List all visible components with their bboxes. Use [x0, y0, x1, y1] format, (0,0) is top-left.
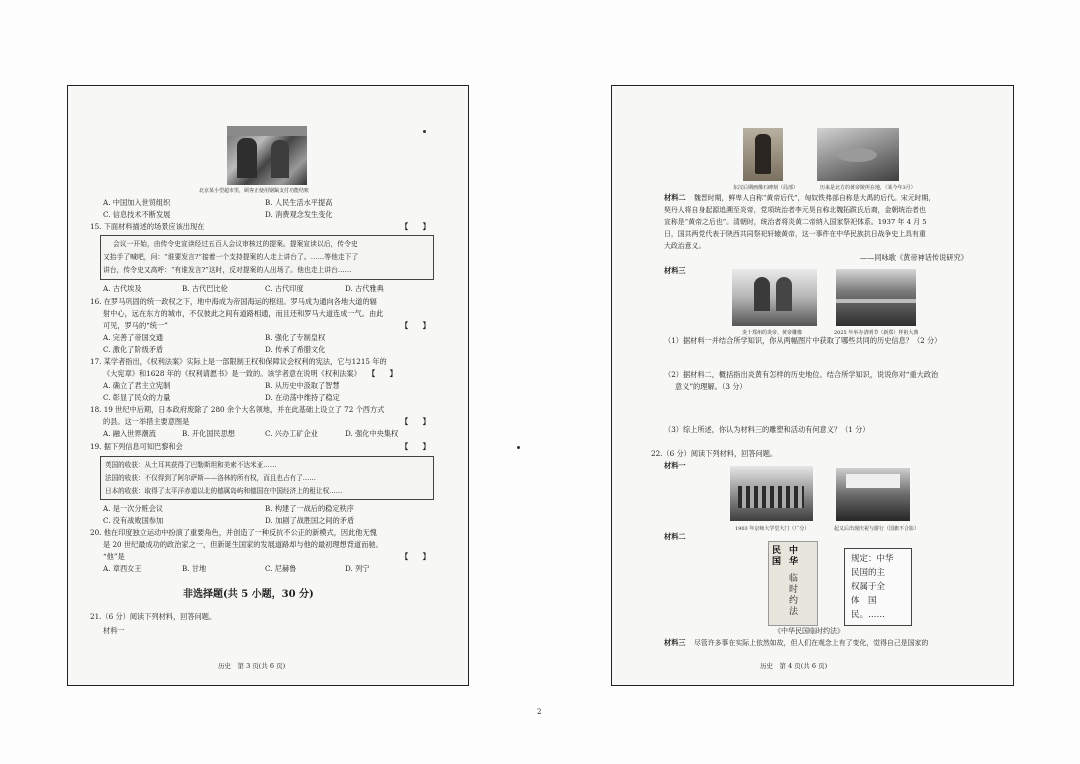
- left-page: [67, 85, 469, 686]
- q20-option-a: A. 章西女王: [103, 564, 142, 573]
- m2-source: ——同咏歌《黄帝神话传说研究》: [860, 253, 968, 262]
- excerpt-line-1: 规定：中华: [851, 554, 894, 564]
- q17-option-a: A. 确立了君主立宪制: [103, 381, 171, 390]
- q15-box-line-1: 会议一开始，由传令史宣读经过五百人会议审核过的提案。提案宣读以后，传令史: [113, 240, 358, 248]
- q19-option-a: A. 是一次分赃会议: [103, 504, 164, 513]
- caption-statues: 炎十郑州的炎帝、黄帝雕像: [742, 330, 803, 336]
- q20-option-d: D. 列宁: [345, 564, 370, 573]
- provisional-constitution-cover: [768, 541, 818, 626]
- q18-line-2: 的县。这一举措主要意图是: [103, 417, 190, 426]
- caption-parade: 起义后出现庆祝与游行（国旗不合影）: [834, 526, 920, 532]
- q16-option-b: B. 强化了专制皇权: [265, 333, 326, 342]
- q20-option-c: C. 尼赫鲁: [265, 564, 297, 573]
- q17-line-1: 17. 某学者指出，《权利法案》实际上是一部限制王权和保障议会权利的宪法，它与1215 年的: [90, 357, 387, 366]
- left-footer: 历史 第 3 页(共 6 页): [218, 662, 286, 670]
- q14-option-c: C. 信息技术不断发展: [103, 210, 171, 219]
- q17-option-b: B. 从历史中汲取了智慧: [265, 381, 340, 390]
- material-2-label: 材料二: [664, 193, 686, 202]
- supermarket-photo: [227, 126, 307, 185]
- q19-option-b: B. 构建了一战后的稳定秩序: [265, 504, 354, 513]
- q16-line-3: 可见，罗马的“统一”: [103, 321, 168, 330]
- right-footer: 历史 第 4 页(共 6 页): [760, 662, 828, 670]
- q19-box-line-2: 法国的收获：不仅得到了阿尔萨斯——洛林的所有权，而且也占有了……: [105, 474, 316, 482]
- m2-line-1: 魏晋时期，鲜卑人自称“黄帝后代”，匈奴铁弗部自称是大禹的后代。宋元时期，: [694, 194, 936, 202]
- q20-line-3: “他”是: [103, 552, 125, 561]
- q15-box-line-3: 讲台，传令史又高呼：“有谁发言?”这时，反对提案的人出场了。他也走上讲台……: [103, 266, 352, 274]
- stone-relief-photo: [743, 128, 783, 181]
- cover-text-2: 中华: [789, 546, 799, 567]
- q18-option-c: C. 兴办工矿企业: [265, 429, 318, 438]
- q16-option-d: D. 传承了希腊文化: [265, 345, 326, 354]
- q16-line-2: 射中心，远在东方的城市，不仅彼此之间有道路相通，而且还和罗马大道连成一气。由此: [103, 309, 384, 318]
- celebration-parade-photo: [836, 468, 910, 521]
- q19-stem: 19. 据下列信息可知巴黎和会: [90, 442, 183, 451]
- page-number: 2: [537, 708, 542, 716]
- q14-option-d: D. 消费观念发生变化: [265, 210, 333, 219]
- q22-material-2-label: 材料二: [664, 532, 686, 541]
- material-3-label: 材料三: [664, 266, 686, 275]
- caption-stone-relief: 东汉后期画像石碑刻（局部）: [733, 185, 799, 191]
- material-3b-text: 尽管许多事在实际上依然如故，但人们在观念上有了变化，觉得自己是国家的: [694, 639, 929, 647]
- caption-mausoleum: 历来是北方的黄帝陵所在地，（某今年3月）: [820, 185, 916, 191]
- q17-line-2: 《大宪章》和1628 年的《权利请愿书》是一致的。该学者意在说明《权利法案》: [103, 369, 361, 378]
- q18-line-1: 18. 19 世纪中后期，日本政府废除了 280 余个大名领地，并在此基础上设立了 72 个西方式: [90, 405, 385, 414]
- q18-option-a: A. 融入世界潮流: [103, 429, 156, 438]
- m2-line-3: 宣称是“黄帝之后也”。清朝时，统治者将炎黄二帝纳入国家祭祀体系。1937 年 4 月 5: [664, 218, 927, 226]
- q22-stem: 22.（6 分）阅读下列材料，回答问题。: [651, 449, 778, 458]
- q19-material-box: [100, 456, 434, 500]
- excerpt-line-2: 民国的主: [851, 568, 886, 578]
- q18-option-b: B. 开化国民思想: [182, 429, 235, 438]
- photo-caption: 北京某小型超市里，顾客正使用钢鎬支付功能结账: [199, 188, 310, 194]
- q19-option-c: C. 没有战败国参加: [103, 516, 164, 525]
- q15-answer-bracket: 【 】: [401, 222, 430, 231]
- constitution-caption: 《中华民国临时约法》: [774, 627, 844, 635]
- caption-university: 1903 年京师大学堂大门（广分）: [735, 526, 810, 532]
- q20-option-b: B. 甘地: [182, 564, 207, 573]
- q19-box-line-3: 日本的收获：取得了太平洋赤道以北的德属岛屿和德国在中国经济上的租让权……: [105, 487, 343, 495]
- q14-option-b: B. 人民生活水平提高: [265, 198, 333, 207]
- q15-box-line-2: 又抬手了喊吧，问：“谁要发言?”接着一个支持提案的人走上讲台了。……等他走下了: [103, 253, 359, 261]
- constitution-excerpt-box: [844, 548, 912, 626]
- peking-university-photo: [730, 466, 813, 521]
- q15-stem: 15. 下面材料描述的场景应该出现在: [90, 222, 205, 231]
- q18-option-d: D. 强化中央集权: [345, 429, 399, 438]
- q18-answer-bracket: 【 】: [401, 417, 430, 426]
- excerpt-line-5: 民。……: [851, 610, 886, 620]
- excerpt-line-3: 权属于全: [851, 582, 886, 592]
- yan-huang-statues-photo: [732, 269, 817, 326]
- q22-material-1-label: 材料一: [664, 461, 686, 470]
- m2-line-2: 契丹人将自身起源追溯至炎帝，党项统治者李元昊自称北魏拓跋氏后裔，金朝统治者也: [664, 206, 926, 214]
- caption-ceremony: 2025 年举办清明节（新郑）拜祖大典: [834, 330, 919, 336]
- q15-option-a: A. 古代埃及: [103, 284, 142, 293]
- q19-answer-bracket: 【 】: [401, 442, 430, 451]
- q21-stem: 21.（6 分）阅读下列材料，回答问题。: [90, 612, 217, 621]
- mausoleum-aerial-photo: [817, 128, 899, 181]
- q20-answer-bracket: 【 】: [401, 552, 430, 561]
- cover-text-3: 临时约法: [789, 574, 799, 617]
- sub-question-2-line-1: （2）据材料二，概括指出炎黄有怎样的历史地位。结合所学知识，说说你对“重大政治: [664, 370, 939, 379]
- q19-box-line-1: 英国的收获：从土耳其获得了巴勒斯坦和美索不达米亚……: [105, 461, 277, 469]
- speck: [517, 446, 520, 449]
- q16-line-1: 16. 在罗马巩固的统一政权之下，地中海成为帝国海运的枢纽。罗马成为通向各地大道的辐: [90, 297, 377, 306]
- q21-material-1-label: 材料一: [103, 626, 125, 635]
- section-title: 非选择题(共 5 小题，30 分): [183, 589, 314, 600]
- q15-option-c: C. 古代印度: [265, 284, 304, 293]
- q19-option-d: D. 加剧了战胜国之间的矛盾: [265, 516, 355, 525]
- excerpt-line-4: 体 国: [851, 596, 877, 606]
- q15-option-b: B. 古代巴比伦: [182, 284, 228, 293]
- sub-question-1: （1）据材料一并结合所学知识，你从两幅图片中获取了哪些共同的历史信息？（2 分）: [664, 336, 942, 345]
- sub-question-2-line-2: 意义”的理解。（3 分）: [675, 382, 747, 391]
- q15-option-d: D. 古代雅典: [345, 284, 384, 293]
- cover-text-1: 民国: [772, 546, 782, 567]
- q14-option-a: A. 中国加入世贸组织: [103, 198, 171, 207]
- q20-line-2: 是 20 世纪最成功的政治家之一，但新诞生国家的发展道路却与他的最初理想背道而驰。: [103, 540, 383, 549]
- speck: [423, 130, 426, 133]
- worship-ceremony-photo: [836, 269, 916, 326]
- q16-option-c: C. 激化了阶级矛盾: [103, 345, 164, 354]
- q20-line-1: 20. 他在印度独立运动中扮演了重要角色，并创造了一种反抗不公正的新模式，因此他无愧: [90, 528, 377, 537]
- q16-answer-bracket: 【 】: [401, 321, 430, 330]
- q17-option-d: D. 在动荡中维持了稳定: [265, 393, 340, 402]
- m2-line-5: 大政治意义。: [664, 242, 706, 250]
- material-3b-label: 材料三: [664, 638, 686, 647]
- q17-answer-bracket: 【 】: [368, 369, 397, 378]
- q17-option-c: C. 彰显了民众的力量: [103, 393, 171, 402]
- right-page: [611, 85, 1014, 686]
- sub-question-3: （3）综上所述，你认为材料三的雕塑和活动有何意义？（1 分）: [664, 425, 870, 434]
- m2-line-4: 日，国共两党代表于陕西共同祭祀轩辕黄帝，这一事件在中华民族抗日战争史上具有重: [664, 230, 926, 238]
- q15-material-box: [100, 235, 434, 280]
- q16-option-a: A. 完善了帝国交通: [103, 333, 164, 342]
